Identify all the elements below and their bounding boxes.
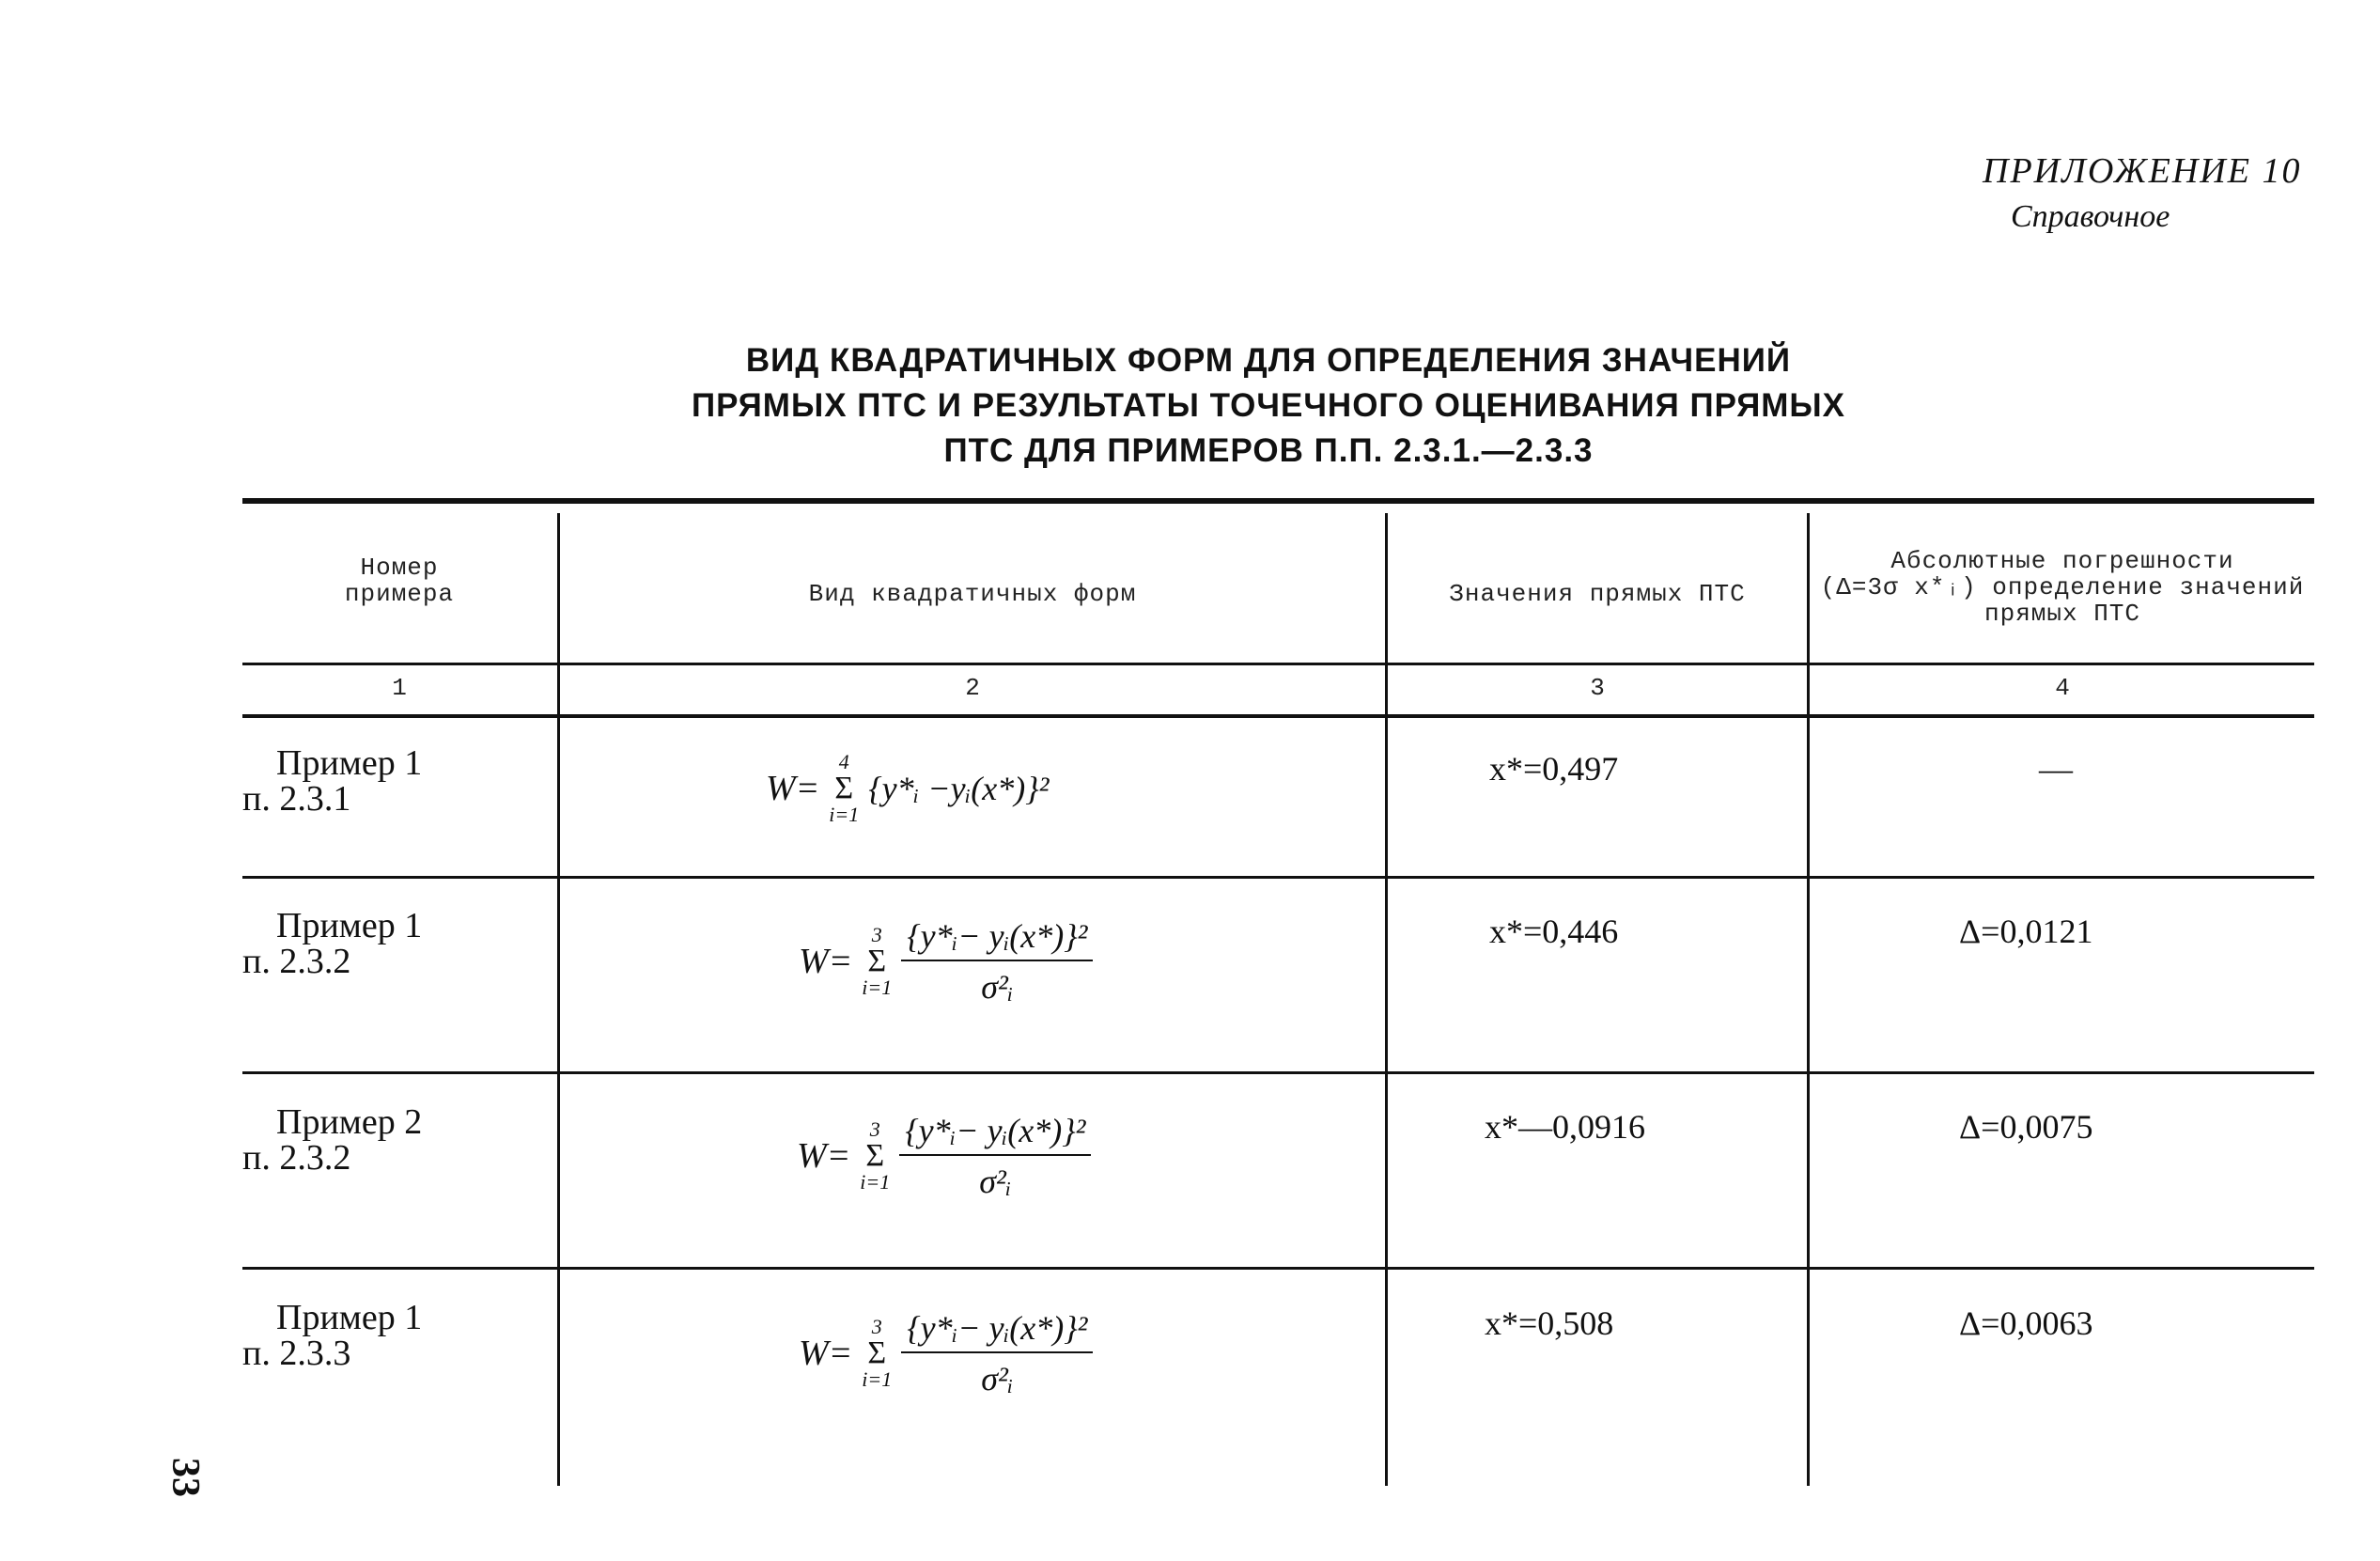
header-quadratic-forms: Вид квадратичных форм	[808, 580, 1137, 608]
table-row-1-error: —	[2039, 750, 2073, 788]
table-top-rule	[242, 498, 2314, 504]
table-row-1-example: Пример 1 п. 2.3.1	[242, 743, 423, 819]
table-row-2-example: Пример 1 п. 2.3.2	[242, 906, 423, 981]
table-row-4-example: Пример 1 п. 2.3.3	[242, 1298, 423, 1373]
table-row-4-error: Δ=0,0063	[1959, 1304, 2093, 1342]
title-line-3: ПТС ДЛЯ ПРИМЕРОВ П.П. 2.3.1.—2.3.3	[943, 432, 1594, 469]
table-row-3-value: x*—0,0916	[1485, 1108, 1645, 1146]
column-number-3: 3	[1590, 674, 1605, 702]
header-direct-values: Значения прямых ПТС	[1449, 580, 1746, 608]
header-example-number: Номер примера	[344, 554, 455, 608]
column-divider-1	[557, 513, 560, 1486]
title-line-1: ВИД КВАДРАТИЧНЫХ ФОРМ ДЛЯ ОПРЕДЕЛЕНИЯ ЗНАЧЕНИЙ	[745, 342, 1792, 379]
column-number-4: 4	[2055, 674, 2070, 702]
column-number-2: 2	[965, 674, 980, 702]
column-divider-2	[1385, 513, 1388, 1486]
colnum-bottom-rule	[242, 714, 2314, 718]
table-row-3-example: Пример 2 п. 2.3.2	[242, 1102, 423, 1178]
page-title	[658, 338, 1879, 474]
table-row-2-value: x*=0,446	[1489, 913, 1619, 950]
title-line-2: ПРЯМЫХ ПТС И РЕЗУЛЬТАТЫ ТОЧЕЧНОГО ОЦЕНИВАНИЯ ПРЯМЫХ	[692, 387, 1845, 424]
appendix-label: ПРИЛОЖЕНИЕ 10	[1983, 151, 2302, 191]
table-row-3-formula: W= 3 Σ i=1 $\frac{\text{\{y*ᵢ− yᵢ(x*)\}²}}{\text{σ²ᵢ}}$	[797, 1111, 1091, 1201]
table-row-1-value: x*=0,497	[1489, 750, 1619, 788]
row-2-bottom-rule	[242, 1071, 2314, 1074]
column-number-1: 1	[392, 674, 407, 702]
table-row-4-value: x*=0,508	[1485, 1304, 1614, 1342]
row-1-bottom-rule	[242, 876, 2314, 879]
column-divider-3	[1807, 513, 1810, 1486]
table-row-2-error: Δ=0,0121	[1959, 913, 2093, 950]
page-number: 33	[163, 1458, 207, 1497]
appendix-type: Справочное	[2011, 199, 2170, 234]
table-row-4-formula: W= 3 Σ i=1 $\frac{\text{\{y*ᵢ− yᵢ(x*)\}²}}{\text{σ²ᵢ}}$	[799, 1308, 1093, 1398]
table-row-1-formula: W= 4 Σ i=1 {y*ᵢ −yᵢ(x*)}²	[766, 750, 1050, 826]
header-bottom-rule	[242, 663, 2314, 665]
row-3-bottom-rule	[242, 1267, 2314, 1270]
table-row-2-formula: W= 3 Σ i=1 $\frac{\text{\{y*ᵢ− yᵢ(x*)\}²}}{\text{σ²ᵢ}}$	[799, 916, 1093, 1007]
header-absolute-errors: Абсолютные погрешности (Δ=3σ x*ᵢ) определение значений прямых ПТС	[1820, 547, 2305, 628]
table-row-3-error: Δ=0,0075	[1959, 1108, 2093, 1146]
